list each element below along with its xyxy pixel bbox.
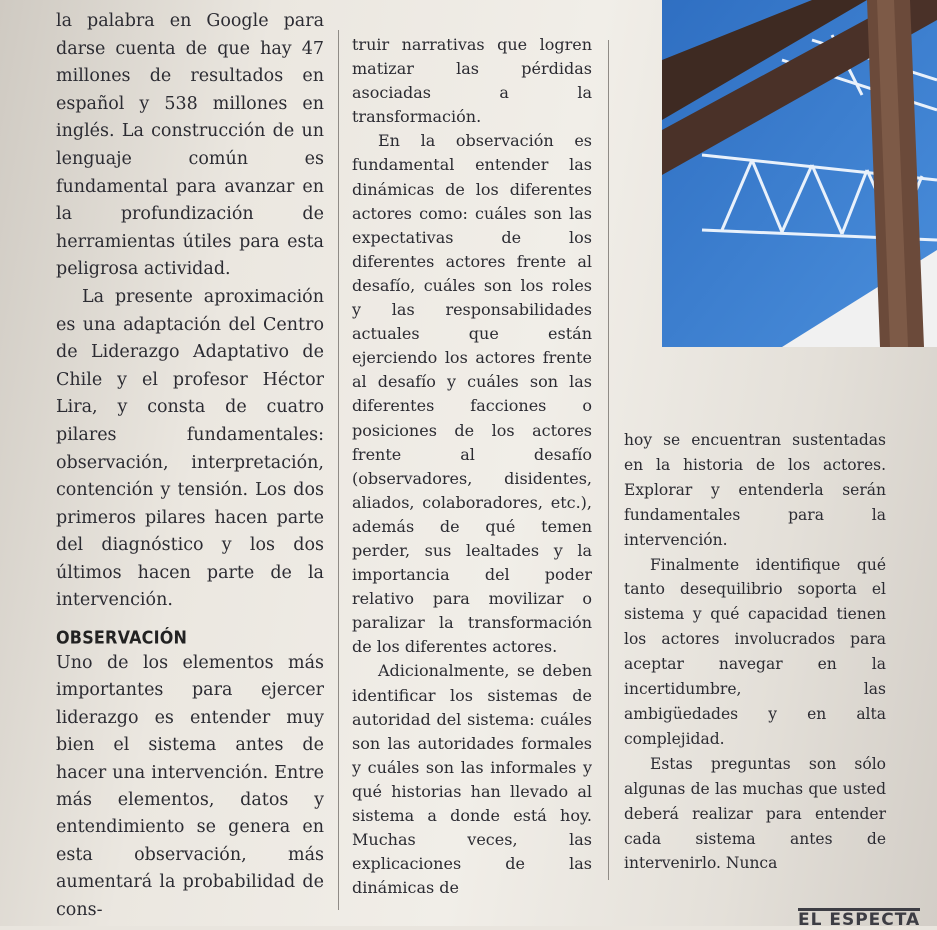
paragraph: Estas preguntas son sólo algunas de las muchas que usted deberá realizar para entender cada sistema antes de intervenirlo. Nunca	[624, 754, 886, 873]
column-divider	[338, 30, 339, 910]
paragraph: En la observación es fundamental entender las dinámicas de los diferentes actores como: cuáles son las expectativas de los diferentes actores frente al desafío, cuáles son los roles y las responsabilidades actuales que están ejerciendo los actores frente al desafío y cuáles son las diferentes facciones o posiciones de los actores frente al desafío (observadores, disidentes, aliados, colaboradores, etc.), además de qué temen perder, sus lealtades y la importancia del poder relativo para movilizar o paralizar la transformación de los diferentes actores.	[352, 131, 592, 657]
paragraph: Adicionalmente, se deben identificar los sistemas de autoridad del sistema: cuáles son las autoridades formales y cuáles son las informales y qué historias han llevado al sistema a donde está hoy. Muchas veces, las explicaciones de las dinámicas de	[352, 661, 592, 898]
magazine-masthead: EL ESPECTA	[798, 910, 921, 930]
text-column-2	[352, 33, 592, 900]
paragraph: la palabra en Google para darse cuenta de que hay 47 millones de resultados en español y 538 millones en inglés. La construcción de un lenguaje común es fundamental para avanzar en la profundización de herramientas útiles para esta peligrosa actividad.	[56, 11, 324, 280]
text-column-1	[56, 8, 324, 615]
structure-photo	[662, 0, 937, 347]
paragraph: hoy se encuentran sustentadas en la historia de los actores. Explorar y entenderla serán fundamentales para la intervención.	[624, 431, 886, 549]
paragraph: Finalmente identifique qué tanto desequilibrio soporta el sistema y qué capacidad tienen los actores involucrados para aceptar navegar en la incertidumbre, las ambigüedades y en alta complejidad.	[624, 555, 886, 748]
section-heading: OBSERVACIÓN	[56, 627, 188, 648]
steel-frame-illustration	[662, 0, 937, 347]
paragraph: truir narrativas que logren matizar las pérdidas asociadas a la transformación.	[352, 35, 592, 127]
text-column-3	[624, 428, 886, 876]
paragraph: La presente aproximación es una adaptación del Centro de Liderazgo Adaptativo de Chile y el profesor Héctor Lira, y consta de cuatro pilares fundamentales: observación, interpretación, contención y tensión. Los dos primeros pilares hacen parte del diagnóstico y los dos últimos hacen parte de la intervención.	[56, 286, 324, 611]
paragraph: Uno de los elementos más importantes para ejercer liderazgo es entender muy bien el sistema antes de hacer una intervención. Entre más elementos, datos y entendimiento se genera en esta observación, más aumentará la probabilidad de cons-	[56, 653, 324, 920]
column-divider	[608, 40, 609, 880]
text-column-1-lower	[56, 650, 324, 924]
